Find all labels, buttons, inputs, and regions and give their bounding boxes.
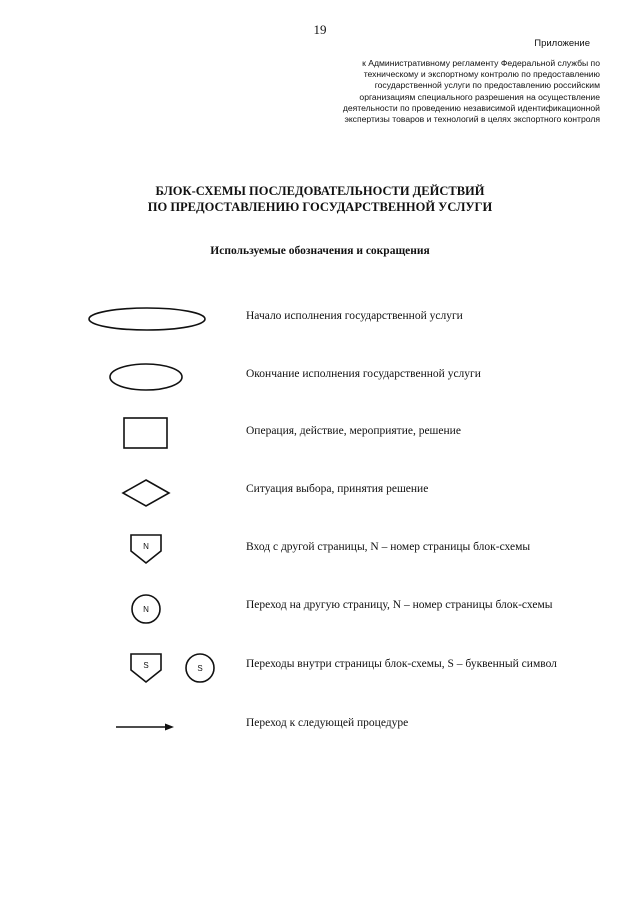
inpage-connector-icon	[80, 647, 230, 687]
legend-item-end	[0, 357, 640, 397]
appendix-line: организациям специального разрешения на осуществление	[359, 91, 600, 102]
legend-label: Операция, действие, мероприятие, решение	[246, 425, 461, 437]
appendix-label: Приложение	[534, 38, 590, 49]
appendix-line: экспертизы товаров и технологий в целях экспортного контроля	[344, 114, 600, 125]
legend-label: Переход на другую страницу, N – номер страницы блок-схемы	[246, 599, 553, 611]
legend-heading: Используемые обозначения и сокращения	[210, 245, 430, 257]
connector-letter: S	[143, 661, 149, 670]
legend-item-decision	[0, 472, 640, 512]
end-terminator-icon	[80, 357, 230, 397]
appendix-reference	[300, 58, 600, 132]
appendix-line: государственной услуги по предоставлению российским	[374, 80, 600, 91]
legend-label: Переход к следующей процедуре	[246, 717, 409, 729]
decision-diamond-icon	[80, 472, 230, 512]
legend-item-next-procedure	[0, 706, 640, 746]
offpage-connector-icon	[80, 530, 230, 570]
legend-item-page-entry	[0, 530, 640, 570]
legend-item-start	[0, 299, 640, 339]
legend-label: Ситуация выбора, принятия решение	[246, 483, 429, 495]
start-terminator-icon	[80, 299, 230, 339]
title-line-2: ПО ПРЕДОСТАВЛЕНИЮ ГОСУДАРСТВЕННОЙ УСЛУГИ	[147, 200, 493, 214]
connector-letter: N	[143, 542, 149, 551]
appendix-line: деятельности по проведению независимой идентификационной	[342, 102, 600, 113]
page-title	[0, 183, 640, 215]
legend-label: Вход с другой страницы, N – номер страницы блок-схемы	[246, 541, 531, 553]
legend-label: Переходы внутри страницы блок-схемы, S – буквенный символ	[246, 658, 557, 670]
legend-label: Окончание исполнения государственной услуги	[246, 368, 481, 380]
connector-letter: S	[197, 664, 203, 673]
legend-label: Начало исполнения государственной услуги	[246, 310, 463, 322]
appendix-line: к Административному регламенту Федеральной службы по	[362, 58, 600, 68]
title-line-1: БЛОК-СХЕМЫ ПОСЛЕДОВАТЕЛЬНОСТИ ДЕЙСТВИЙ	[155, 184, 485, 198]
circle-connector-icon	[80, 588, 230, 628]
process-rectangle-icon	[80, 414, 230, 454]
arrow-right-icon	[80, 706, 230, 746]
legend-item-operation	[0, 414, 640, 454]
appendix-line: техническому и экспортному контролю по предоставлению	[363, 69, 600, 80]
connector-letter: N	[143, 605, 149, 614]
page-number: 19	[313, 22, 327, 37]
legend-item-page-exit	[0, 588, 640, 628]
legend-item-in-page-transition	[0, 647, 640, 687]
